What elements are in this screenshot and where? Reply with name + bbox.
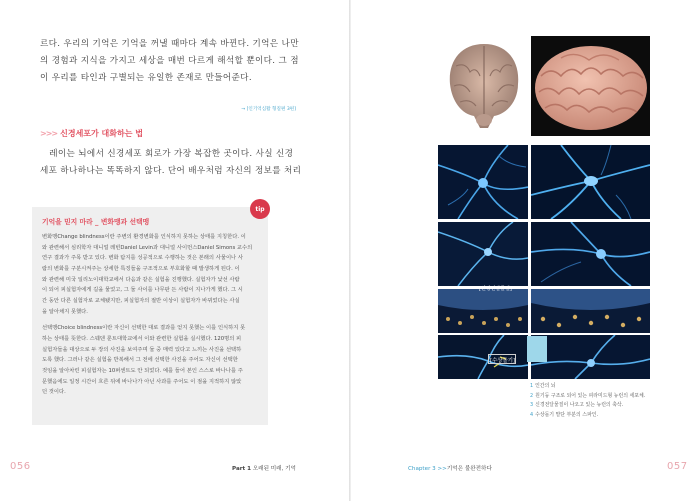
tip-line: 와 관련해 미국 일리노이대학교에서 다음과 같은 실험을 진행했다. 실험자가 낯선 사람 bbox=[42, 276, 240, 283]
tip-line: 연구 결과가 주목 받고 있다. 변화 탐지를 성공적으로 수행하는 것은 본래의 사물이나 사 bbox=[42, 255, 243, 262]
heading-text: 신경세포가 대화하는 법 bbox=[60, 129, 143, 138]
part-label: Part 1 bbox=[232, 466, 251, 472]
chapter-title: 기억은 불완전하다 bbox=[446, 466, 492, 472]
neuron-photo-2 bbox=[531, 145, 650, 219]
text-line: 세포 하나하나는 똑똑하지 않다. 단어 배우처럼 자신의 정보를 처리 bbox=[40, 166, 302, 176]
tip-line: 문했음에도 일정 시간이 흐른 뒤에 바나나가 아닌 사과를 주어도 이 점을 지적하지 않았 bbox=[42, 378, 242, 385]
tip-line: 와 관련해서 심리학자 대니얼 레빈Daniel Levin과 대니얼 사이먼스Daniel Simons 교수의 bbox=[42, 244, 253, 251]
page-number-left: 056 bbox=[10, 461, 31, 472]
brain-photo-gray bbox=[440, 36, 528, 136]
tip-line: 을 알아채지 못했다. bbox=[42, 308, 88, 315]
neuron-photo-3 bbox=[438, 222, 528, 286]
text-line: 르다. 우리의 기억은 기억을 꺼낼 때마다 계속 바뀐다. 기억은 나만 bbox=[40, 39, 299, 49]
text-line: 레이는 뇌에서 신경세포 회로가 가장 복잡한 곳이다. 사실 신경 bbox=[40, 149, 294, 159]
running-footer-part bbox=[232, 464, 296, 472]
tip-line: 간 동안 다른 실험자로 교체됐지만, 피실험자의 절반 이상이 실험자가 바뀌었다는 사실 bbox=[42, 297, 240, 304]
brain-photo-pink bbox=[531, 36, 650, 136]
chapter-label: Chapter 3 bbox=[408, 466, 436, 472]
tip-body bbox=[42, 232, 268, 398]
tip-line: 던 것이다. bbox=[42, 389, 66, 396]
tip-line: 실험자들을 대상으로 두 장의 사진을 보여주며 둘 중 매력 있다고 느끼는 사진을 선택하 bbox=[42, 346, 242, 353]
page-number-right: 057 bbox=[667, 461, 688, 472]
caption-item: 4 수상돌기 말단 부분의 스파인. bbox=[530, 412, 599, 419]
neuron-photo-8 bbox=[531, 335, 650, 379]
heading-marks: >>> bbox=[40, 129, 58, 138]
image-label-neurotransmitter: [신경전달물질] bbox=[479, 286, 512, 292]
text-line: 의 경험과 지식을 가지고 세상을 매번 다르게 해석할 뿐이다. 그 점 bbox=[40, 56, 299, 66]
chapter-marks: >> bbox=[437, 466, 447, 472]
caption-item: 1 인간의 뇌 bbox=[530, 383, 556, 389]
running-footer-chapter bbox=[408, 464, 492, 472]
tip-line: 것임을 알아차린 피실험자는 10퍼센트도 안 되었다. 예를 들어 본인 스스로 바나나를 주 bbox=[42, 367, 243, 374]
section-heading bbox=[40, 128, 143, 139]
image-index-tab bbox=[527, 352, 547, 362]
part-title: 오래된 미래, 기억 bbox=[252, 466, 296, 472]
neuron-photo-5 bbox=[438, 289, 528, 333]
tip-badge: tip bbox=[250, 199, 270, 219]
page-gutter bbox=[349, 0, 351, 501]
text-line: 이 우리를 타인과 구별되는 유일한 존재로 만들어준다. bbox=[40, 73, 252, 83]
tip-line: 도록 했다. 그러나 같은 실험을 반복해서 그 전에 선택한 사진을 주어도 자신이 선택한 bbox=[42, 357, 238, 364]
caption-item: 2 원기둥 구조로 되어 있는 피라미드형 뉴런의 세포체. bbox=[530, 392, 646, 399]
caption-item: 3 신경전달물질이 나오고 있는 뉴런의 축삭. bbox=[530, 402, 624, 409]
tip-line: 이 되어 피실험자에게 길을 물었고, 그 둘 사이를 나무판 든 사람이 지나가게 했다. 그 시 bbox=[42, 287, 243, 294]
neuron-photo-1 bbox=[438, 145, 528, 219]
tip-line: 람의 변화를 구분시켜주는 상세한 특징들을 구조적으로 부호화할 때 발생하게 된다. 이 bbox=[42, 265, 240, 272]
figure-captions bbox=[530, 382, 645, 421]
tip-title: 기억을 믿지 마라 _ 변화맹과 선택맹 bbox=[42, 218, 150, 226]
body-paragraph-1 bbox=[40, 36, 300, 87]
tip-line: 변화맹Change blindness이란 주변의 환경변화를 인식하지 못하는 상태를 지칭한다. 이 bbox=[42, 234, 246, 240]
tip-line: 하는 상태를 뜻한다. 스웨덴 룬트대학교에서 이와 관련한 실험을 실시했다. 120명의 피 bbox=[42, 335, 242, 342]
body-paragraph-2 bbox=[40, 146, 300, 180]
neuron-photo-4 bbox=[531, 222, 650, 286]
neuron-photo-6 bbox=[531, 289, 650, 333]
tip-line: 선택맹Choice blindness이란 자신이 선택한 대로 결과를 얻지 못했는 이를 인식하지 못 bbox=[42, 325, 246, 332]
source-citation: → [인기억심활 형질편 3편] bbox=[241, 107, 296, 112]
image-label-dendrite: [수상돌기] bbox=[490, 358, 516, 364]
